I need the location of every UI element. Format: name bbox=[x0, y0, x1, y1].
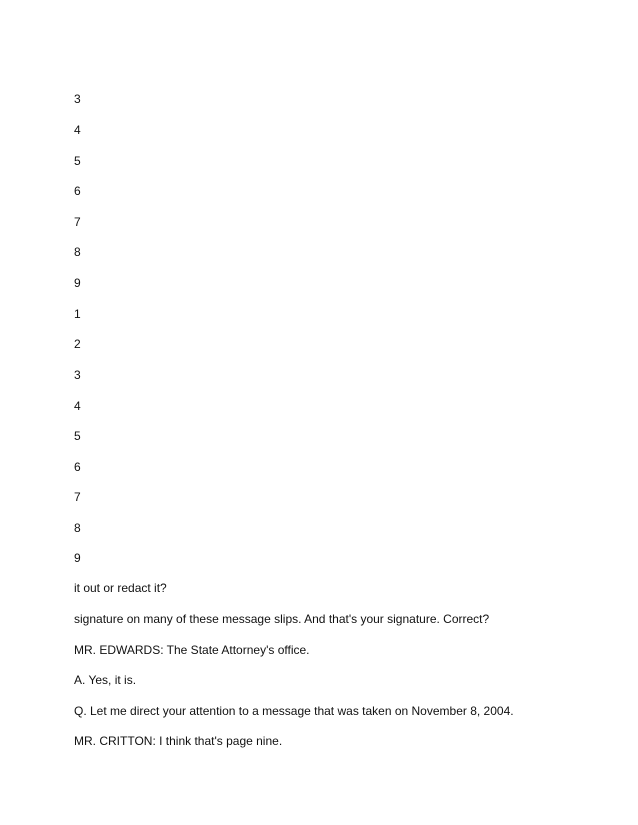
transcript-line: Q. Let me direct your attention to a message that was taken on November 8, 2004. bbox=[74, 704, 514, 718]
transcript-line: MR. CRITTON: I think that's page nine. bbox=[74, 734, 283, 748]
line-number: 3 bbox=[74, 92, 81, 106]
line-number: 7 bbox=[74, 215, 81, 229]
line-number: 8 bbox=[74, 521, 81, 535]
line-number: 8 bbox=[74, 245, 81, 259]
transcript-line: A. Yes, it is. bbox=[74, 673, 137, 687]
line-number: 3 bbox=[74, 368, 81, 382]
line-number: 9 bbox=[74, 276, 81, 290]
line-number: 6 bbox=[74, 460, 81, 474]
transcript-line: it out or redact it? bbox=[74, 581, 167, 595]
line-number: 6 bbox=[74, 184, 81, 198]
transcript-line: signature on many of these message slips. And that's your signature. Correct? bbox=[74, 612, 490, 626]
line-number: 1 bbox=[74, 307, 81, 321]
line-number: 5 bbox=[74, 429, 81, 443]
line-number: 9 bbox=[74, 551, 81, 565]
line-number: 2 bbox=[74, 337, 81, 351]
line-number: 5 bbox=[74, 154, 81, 168]
line-number: 7 bbox=[74, 490, 81, 504]
transcript-line: MR. EDWARDS: The State Attorney's office. bbox=[74, 643, 310, 657]
line-number: 4 bbox=[74, 123, 81, 137]
line-number: 4 bbox=[74, 399, 81, 413]
